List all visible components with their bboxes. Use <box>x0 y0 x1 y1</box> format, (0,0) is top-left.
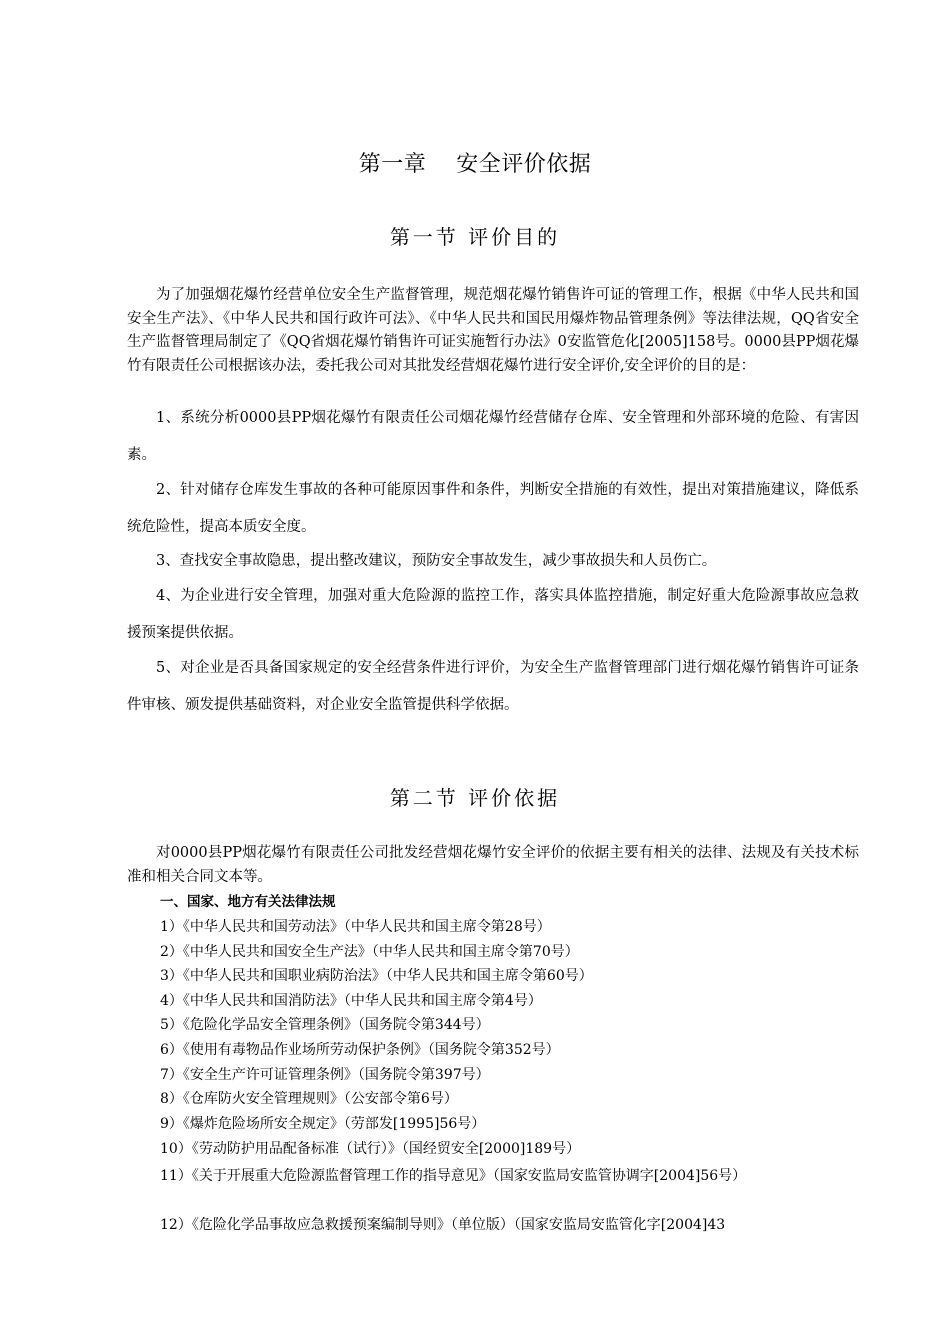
law-item: 10）《劳动防护用品配备标准（试行）》（国经贸安全[2000]189号） <box>160 1141 581 1157</box>
law-item: 1）《中华人民共和国劳动法》（中华人民共和国主席令第28号） <box>160 919 551 935</box>
section-title-purpose: 第一节 评价目的 <box>389 225 561 249</box>
law-item: 5）《危险化学品安全管理条例》（国务院令第344号） <box>160 1017 490 1033</box>
basis-intro-paragraph: 对0000县PP烟花爆竹有限责任公司批发经营烟花爆竹安全评价的依据主要有相关的法律、法规及有关技术标准和相关合同文本等。 <box>127 845 859 885</box>
purpose-item: 1、系统分析0000县PP烟花爆竹有限责任公司烟花爆竹经营储存仓库、安全管理和外部环境的危险、有害因素。 <box>127 410 859 463</box>
section-title-basis: 第二节 评价依据 <box>389 786 561 810</box>
purpose-intro-paragraph: 为了加强烟花爆竹经营单位安全生产监督管理，规范烟花爆竹销售许可证的管理工作，根据《中华人民共和国安全生产法》、《中华人民共和国行政许可法》、《中华人民共和国民用爆炸物品管理条例》等法律法规，QQ省安全生产监督管理局制定了《QQ省烟花爆竹销售许可证实施暂行办法》0安监管危化[2005]158号。0000县PP烟花爆竹有限责任公司根据该办法，委托我公司对其批发经营烟花爆竹进行安全评价,安全评价的目的是： <box>127 287 859 374</box>
law-item: 6）《使用有毒物品作业场所劳动保护条例》（国务院令第352号） <box>160 1042 560 1058</box>
law-item: 7）《安全生产许可证管理条例》（国务院令第397号） <box>160 1067 490 1083</box>
purpose-item: 4、为企业进行安全管理，加强对重大危险源的监控工作，落实具体监控措施，制定好重大危险源事故应急救援预案提供依据。 <box>127 588 859 641</box>
laws-subheading: 一、国家、地方有关法律法规 <box>160 894 336 910</box>
chapter-title: 第一章 安全评价依据 <box>358 152 592 177</box>
law-item: 3）《中华人民共和国职业病防治法》（中华人民共和国主席令第60号） <box>160 968 593 984</box>
law-item: 4）《中华人民共和国消防法》（中华人民共和国主席令第4号） <box>160 993 542 1009</box>
law-item: 2）《中华人民共和国安全生产法》（中华人民共和国主席令第70号） <box>160 944 579 960</box>
law-item: 9）《爆炸危险场所安全规定》（劳部发[1995]56号） <box>160 1116 486 1132</box>
purpose-item: 2、针对储存仓库发生事故的各种可能原因事件和条件，判断安全措施的有效性，提出对策措施建议，降低系统危险性，提高本质安全度。 <box>127 482 859 535</box>
purpose-item: 3、查找安全事故隐患，提出整改建议，预防安全事故发生，减少事故损失和人员伤亡。 <box>156 553 717 569</box>
law-item: 8）《仓库防火安全管理规则》（公安部令第6号） <box>160 1091 458 1107</box>
purpose-item: 5、对企业是否具备国家规定的安全经营条件进行评价，为安全生产监督管理部门进行烟花爆竹销售许可证条件审核、颁发提供基础资料，对企业安全监管提供科学依据。 <box>127 660 859 713</box>
law-item: 11）《关于开展重大危险源监督管理工作的指导意见》（国家安监局安监管协调字[2004]56号） <box>160 1168 747 1184</box>
law-item: 12）《危险化学品事故应急救援预案编制导则》（单位版）（国家安监局安监管化字[2004]43 <box>160 1217 726 1233</box>
